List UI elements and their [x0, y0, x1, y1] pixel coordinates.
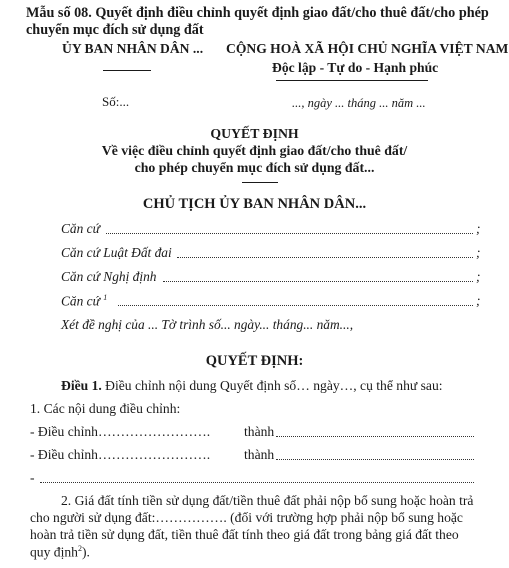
adjust-line-2-dots [276, 459, 474, 460]
footnote-1-marker: 1 [103, 293, 108, 302]
adjust-line-1-to: thành [244, 424, 275, 439]
date-line: ..., ngày ... tháng ... năm ... [292, 96, 426, 110]
item-2-line-2: cho người sử dụng đất:……………. (đối với trường hợp phải nộp bổ sung hoặc [30, 510, 463, 525]
chairman-heading: CHỦ TỊCH ỦY BAN NHÂN DÂN... [142, 196, 367, 212]
item-2-line-1: 2. Giá đất tính tiền sử dụng đất/tiền thuê đất phải nộp bổ sung hoặc hoàn trả [61, 493, 474, 508]
article-1 [61, 378, 443, 394]
basis-1-dots [106, 233, 473, 234]
decision-title: QUYẾT ĐỊNH [210, 126, 299, 141]
article-1-label: Điều 1. [61, 378, 102, 393]
basis-2-semicolon: ; [476, 245, 481, 260]
basis-1-label: Căn cứ [61, 221, 100, 236]
adjust-line-1-prefix: - Điều chỉnh……………………. [30, 424, 211, 439]
article-1-text: Điều chỉnh nội dung Quyết định số… ngày…, cụ thể như sau: [101, 378, 443, 393]
item-2-line-4-end: ). [81, 544, 90, 560]
decides-heading: QUYẾT ĐỊNH: [205, 353, 304, 369]
agency-name: ỦY BAN NHÂN DÂN ... [62, 41, 204, 56]
document-number: Số:... [102, 94, 130, 109]
adjust-line-2-prefix: - Điều chỉnh……………………. [30, 447, 211, 462]
proposal-line: Xét đề nghị của ... Tờ trình số... ngày... tháng... năm..., [61, 317, 354, 332]
decision-subject-line-2: cho phép chuyển mục đích sử dụng đất... [134, 160, 375, 175]
decision-subject-line-1: Về việc điều chỉnh quyết định giao đất/cho thuê đất/ [101, 143, 408, 158]
basis-4-label [61, 293, 107, 309]
basis-4-text: Căn cứ [61, 293, 104, 309]
basis-3-dots [163, 281, 473, 282]
basis-4-semicolon: ; [476, 293, 481, 308]
title-divider [242, 182, 278, 183]
basis-3-semicolon: ; [476, 269, 481, 284]
basis-2-label: Căn cứ Luật Đất đai [61, 245, 172, 260]
motto: Độc lập - Tự do - Hạnh phúc [272, 60, 439, 75]
item-2-line-3: hoàn trả tiền sử dụng đất, tiền thuê đất tính theo giá đất trong bảng giá đất theo [30, 527, 459, 542]
item-2-line-4 [30, 544, 90, 561]
motto-underline [276, 80, 428, 81]
basis-3-label: Căn cứ Nghị định [61, 269, 157, 284]
form-title-line-2: chuyển mục đích sử dụng đất [26, 22, 204, 38]
agency-underline [103, 70, 151, 71]
form-title-line-1: Mẫu số 08. Quyết định điều chỉnh quyết định giao đất/cho thuê đất/cho phép [26, 5, 489, 21]
adjust-line-3-dash: - [30, 470, 35, 485]
basis-4-dots [118, 305, 473, 306]
nation-name: CỘNG HOÀ XÃ HỘI CHỦ NGHĨA VIỆT NAM [226, 41, 509, 56]
basis-2-dots [177, 257, 473, 258]
adjust-line-2-to: thành [244, 447, 275, 462]
footnote-2-marker: 2 [77, 544, 82, 553]
adjust-line-3-dots [40, 482, 474, 483]
item-2-line-4-text: quy định [30, 544, 78, 560]
item-1: 1. Các nội dung điều chỉnh: [30, 401, 181, 416]
adjust-line-1-dots [276, 436, 474, 437]
basis-1-semicolon: ; [476, 221, 481, 236]
